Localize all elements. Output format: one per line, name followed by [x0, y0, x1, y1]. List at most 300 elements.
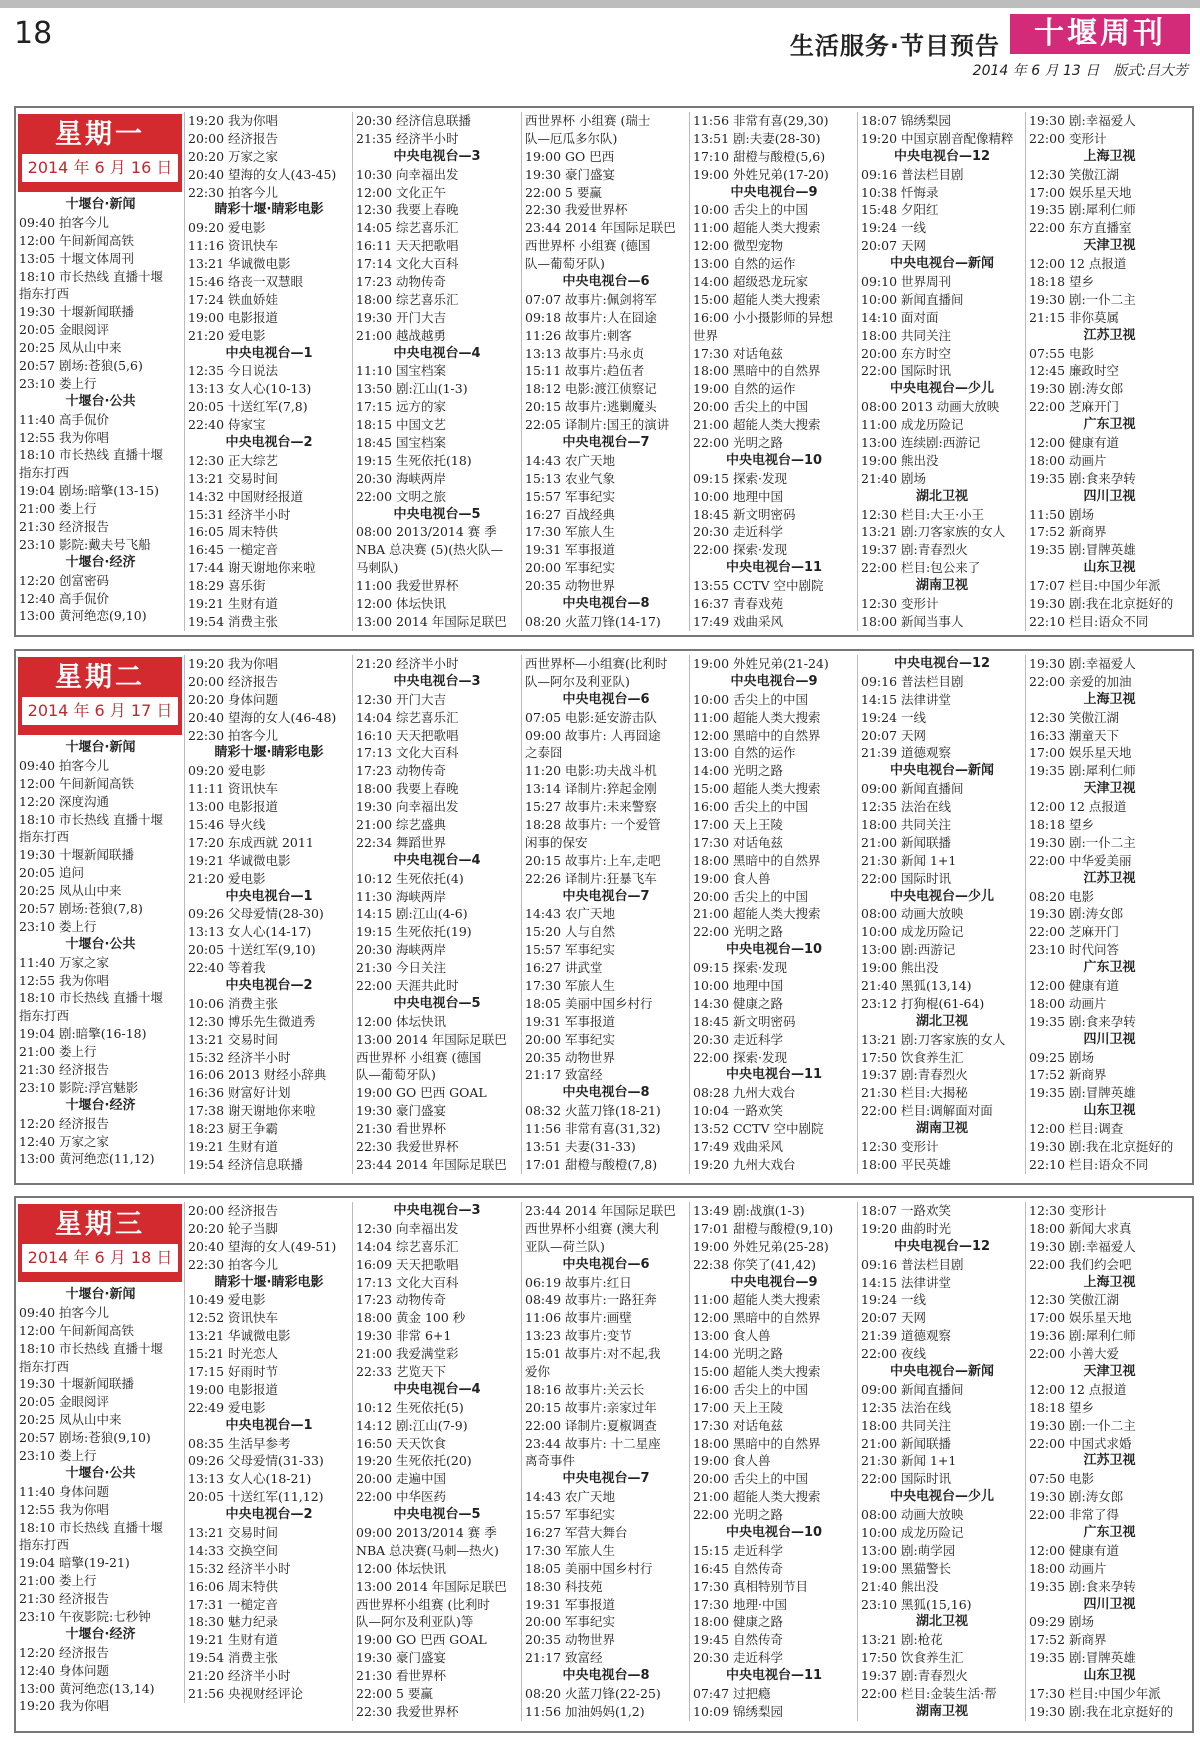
channel-heading: 中央电视台—新闻: [889, 763, 994, 779]
program-listing: 20:15 故事片:亲家过年: [525, 1399, 657, 1415]
program-listing: 12:55 我为你唱: [19, 1501, 109, 1517]
program-listing: 19:20 生死依托(20): [356, 1453, 472, 1469]
program-listing: 17:07 栏目:中国少年派: [1029, 578, 1161, 594]
program-listing: 22:00 5 要赢: [525, 184, 602, 200]
program-listing: 18:29 喜乐街: [188, 578, 266, 594]
channel-heading: 睛彩十堰·睛彩电影: [214, 1274, 324, 1290]
schedule-column: [1025, 1202, 1192, 1721]
day-block-wed: [14, 1196, 1194, 1733]
program-listing: 爱你: [525, 1364, 551, 1380]
schedule-column: [1025, 655, 1192, 1174]
channel-heading: 中央电视台—新闻: [889, 256, 994, 272]
program-listing: 14:43 农广天地: [525, 452, 615, 468]
channel-heading: 中央电视台—2: [225, 435, 313, 451]
program-listing: 13:50 剧:江山(1-3): [356, 381, 468, 397]
program-listing: 13:51 夫妻(31-33): [525, 1139, 636, 1155]
channel-heading: 中央电视台—9: [730, 1274, 818, 1290]
program-listing: 12:30 向幸福出发: [356, 1220, 459, 1236]
program-listing: 08:00 2013 动画大放映: [861, 399, 1000, 415]
program-listing: 17:50 饮食养生汇: [861, 1049, 964, 1065]
program-listing: 18:15 中国文艺: [356, 417, 446, 433]
program-listing: 21:17 致富经: [525, 1650, 603, 1666]
program-listing: 22:30 拍客今儿: [188, 1256, 278, 1272]
program-listing: 21:30 经济报告: [19, 1591, 109, 1607]
program-listing: 15:00 超能人类大搜索: [693, 781, 821, 797]
channel-heading: 睛彩十堰·睛彩电影: [214, 202, 324, 218]
program-listing: 09:40 拍客今儿: [19, 757, 109, 773]
program-listing: 15:46 导火线: [188, 817, 266, 833]
program-listing: 16:37 青春戏苑: [693, 596, 783, 612]
channel-heading: 中央电视台—4: [393, 1381, 481, 1397]
channel-heading: 四川卫视: [1083, 1031, 1136, 1047]
program-listing: 15:20 人与自然: [525, 924, 615, 940]
program-listing: 15:21 时光恋人: [188, 1346, 278, 1362]
program-listing: 13:00 黄河绝恋(13,14): [19, 1680, 155, 1696]
program-listing: 13:21 华诚微电影: [188, 256, 291, 272]
program-listing: 17:13 文化大百科: [356, 745, 459, 761]
program-listing: 22:00 栏目:金装生活·帮: [861, 1686, 997, 1702]
program-listing: 22:05 译制片:国王的演讲: [525, 417, 670, 433]
program-listing: 09:29 剧场: [1029, 1614, 1094, 1630]
program-listing: 18:00 共同关注: [861, 1417, 951, 1433]
channel-heading: 中央电视台—10: [725, 1525, 823, 1541]
schedule-columns: [16, 651, 1192, 1183]
day-banner: [18, 114, 182, 192]
channel-heading: 中央电视台—10: [725, 942, 823, 958]
program-listing: 15:01 故事片:对不起,我: [525, 1346, 661, 1362]
program-listing: 17:30 对话龟兹: [693, 834, 783, 850]
program-listing: 15:48 夕阳红: [861, 202, 939, 218]
program-listing: 23:10 午夜影院:七秒钟: [19, 1609, 151, 1625]
channel-heading: 十堰台·新闻: [65, 197, 136, 212]
program-listing: 09:10 世界周刊: [861, 274, 951, 290]
program-listing: 19:00 熊出没: [861, 960, 939, 976]
program-listing: 16:50 天天饮食: [356, 1435, 446, 1451]
program-listing: 17:52 新商界: [1029, 1632, 1107, 1648]
program-listing: 18:30 魅力纪录: [188, 1614, 278, 1630]
program-listing: 19:30 剧:一仆二主: [1029, 1417, 1136, 1433]
program-listing: 23:10 影院:浮宫魅影: [19, 1079, 139, 1095]
program-listing: 10:00 新闻直播间: [861, 291, 964, 307]
schedule-column: [857, 112, 1025, 631]
program-listing: 20:00 走遍中国: [356, 1471, 446, 1487]
program-listing: 12:00 健康有道: [1029, 1542, 1119, 1558]
program-listing: 17:30 对话龟兹: [693, 1417, 783, 1433]
schedule-column: [16, 655, 184, 1168]
program-listing: 20:25 凤从山中来: [19, 340, 122, 356]
program-listing: 21:30 经济报告: [19, 519, 109, 535]
program-listing: 22:38 你笑了(41,42): [693, 1256, 817, 1272]
program-listing: 12:35 法治在线: [861, 799, 951, 815]
program-listing: 15:57 军事纪实: [525, 1507, 615, 1523]
program-listing: 09:16 普法栏目剧: [861, 1256, 964, 1272]
program-listing: 16:45 自然传奇: [693, 1560, 783, 1576]
program-listing: 14:33 交换空间: [188, 1542, 278, 1558]
program-listing: 20:30 走近科学: [693, 1650, 783, 1666]
program-listing: 闲事的保安: [525, 834, 588, 850]
program-listing: 指东打西: [19, 286, 70, 302]
program-listing: 09:20 爱电影: [188, 220, 266, 236]
program-listing: 13:52 CCTV 空中剧院: [693, 1121, 824, 1137]
program-listing: 21:00 娄上行: [19, 1573, 97, 1589]
channel-heading: 十堰台·公共: [65, 393, 136, 409]
program-listing: 12:35 法治在线: [861, 1399, 951, 1415]
program-listing: 14:15 法律讲堂: [861, 1274, 951, 1290]
program-listing: 13:00 自然的运作: [693, 745, 796, 761]
program-listing: 20:07 天网: [861, 727, 926, 743]
program-listing: 20:00 经济报告: [188, 130, 278, 146]
program-listing: 15:32 经济半小时: [188, 1049, 291, 1065]
program-listing: 19:30 剧:涛女郎: [1029, 906, 1124, 922]
program-listing: 19:37 剧:青春烈火: [861, 1668, 968, 1684]
program-listing: 13:23 故事片:变节: [525, 1328, 632, 1344]
program-listing: 20:40 望海的女人(46-48): [188, 709, 337, 725]
program-listing: 19:35 剧:犀利仁师: [1029, 202, 1136, 218]
program-listing: 18:10 市长热线 直播十堰: [19, 268, 163, 284]
program-listing: 22:00 中国式求婚: [1029, 1435, 1132, 1451]
channel-heading: 中央电视台—新闻: [889, 1364, 994, 1380]
program-listing: 13:21 剧:刀客家族的女人: [861, 524, 1006, 540]
program-listing: 20:35 动物世界: [525, 578, 615, 594]
program-listing: 07:55 电影: [1029, 345, 1094, 361]
program-listing: 18:45 新文明密码: [693, 1013, 796, 1029]
program-listing: 15:00 超能人类大搜索: [693, 291, 821, 307]
channel-heading: 十堰台·经济: [65, 554, 136, 570]
program-listing: 12:30 我要上春晚: [356, 202, 459, 218]
program-listing: 19:30 剧:一仆二主: [1029, 291, 1136, 307]
program-listing: 西世界杯 小组赛 (德国: [356, 1049, 482, 1065]
program-listing: 19:20 曲韵时光: [861, 1220, 951, 1236]
channel-heading: 中央电视台—11: [725, 560, 823, 576]
program-listing: 15:13 农业气象: [525, 470, 615, 486]
program-listing: 12:45 廉政时空: [1029, 363, 1119, 379]
program-listing: 15:31 经济半小时: [188, 506, 291, 522]
program-listing: 11:10 国宝档案: [356, 363, 446, 379]
weekday-label: 星期二: [55, 662, 145, 693]
program-listing: 队—阿尔及利亚队)等: [356, 1614, 474, 1630]
program-listing: 13:00 2014 年国际足联巴: [356, 1578, 507, 1594]
program-listing: 17:30 栏目:中国少年派: [1029, 1686, 1161, 1702]
program-listing: 19:30 剧:我在北京挺好的: [1029, 1703, 1174, 1719]
program-listing: 17:00 天上王陵: [693, 817, 783, 833]
program-listing: 20:30 海峡两岸: [356, 942, 446, 958]
program-listing: 15:15 走近科学: [693, 1542, 783, 1558]
program-listing: 19:30 剧:涛女郎: [1029, 1489, 1124, 1505]
program-listing: 19:35 剧:冒牌英雄: [1029, 1085, 1136, 1101]
channel-heading: 江苏卫视: [1083, 870, 1136, 886]
program-listing: 22:00 栏目:调解面对面: [861, 1103, 993, 1119]
program-listing: 14:32 中国财经报道: [188, 488, 303, 504]
program-listing: 11:56 加油妈妈(1,2): [525, 1703, 645, 1719]
program-listing: 14:04 综艺喜乐汇: [356, 1238, 459, 1254]
day-date: 2014 年 6 月 17 日: [22, 697, 178, 725]
channel-heading: 山东卫视: [1083, 1668, 1136, 1684]
program-listing: 20:20 万家之家: [188, 148, 278, 164]
program-listing: 11:40 身体问题: [19, 1483, 109, 1499]
channel-heading: 上海卫视: [1083, 691, 1136, 707]
program-listing: 20:40 望海的女人(43-45): [188, 166, 337, 182]
program-listing: 12:00 栏目:调查: [1029, 1121, 1124, 1137]
program-listing: 20:05 十送红军(7,8): [188, 399, 308, 415]
program-listing: 世界: [693, 327, 719, 343]
program-listing: 12:00 黑暗中的自然界: [693, 1310, 821, 1326]
editor-credit: 版式:吕大芳: [1113, 63, 1188, 79]
schedule-column: [521, 1202, 689, 1721]
program-listing: 18:18 望乡: [1029, 1399, 1094, 1415]
program-listing: 10:00 地理中国: [693, 488, 783, 504]
channel-heading: 中央电视台—3: [393, 1203, 481, 1218]
section-title: 生活服务·节目预告: [789, 32, 1000, 60]
program-listing: 20:25 凤从山中来: [19, 883, 122, 899]
program-listing: 11:20 电影:功夫战斗机: [525, 763, 657, 779]
program-listing: 17:24 铁血娇娃: [188, 291, 278, 307]
program-listing: 19:00 自然的运作: [693, 381, 796, 397]
program-listing: 09:40 拍客今儿: [19, 214, 109, 230]
program-listing: 17:49 戏曲采风: [693, 613, 783, 629]
program-listing: 18:10 市长热线 直播十堰: [19, 1340, 163, 1356]
program-listing: 18:00 黄金 100 秒: [356, 1310, 466, 1326]
program-listing: 之泰囧: [525, 745, 563, 761]
program-listing: 20:00 军事纪实: [525, 1614, 615, 1630]
program-listing: 23:10 娄上行: [19, 375, 97, 391]
program-listing: 12:30 开门大吉: [356, 691, 446, 707]
program-listing: 12:30 变形计: [1029, 1203, 1107, 1218]
program-listing: NBA 总决赛 (5)(热火队—: [356, 542, 504, 558]
program-listing: 22:00 东方直播室: [1029, 220, 1132, 236]
channel-heading: 湖南卫视: [915, 1121, 968, 1137]
program-listing: 10:09 锦绣梨园: [693, 1703, 783, 1719]
program-listing: 21:40 剧场: [861, 470, 926, 486]
program-listing: 08:20 火蓝刀锋(14-17): [525, 613, 661, 629]
channel-heading: 中央电视台—7: [562, 1471, 650, 1487]
program-listing: 20:15 故事片:上车,走吧: [525, 852, 661, 868]
program-listing: 12:20 经济报告: [19, 1644, 109, 1660]
program-listing: 22:10 栏目:语众不同: [1029, 613, 1149, 629]
program-listing: 12:55 我为你唱: [19, 972, 109, 988]
channel-heading: 中央电视台—5: [393, 1507, 481, 1523]
program-listing: 18:00 共同关注: [861, 327, 951, 343]
program-listing: 22:00 变形计: [1029, 130, 1107, 146]
program-listing: 12:00 12 点报道: [1029, 1381, 1127, 1397]
program-listing: 指东打西: [19, 829, 70, 845]
program-listing: 18:00 综艺喜乐汇: [356, 291, 459, 307]
program-listing: 20:05 金眼阅评: [19, 1394, 109, 1410]
program-listing: 19:31 军事报道: [525, 1013, 615, 1029]
program-listing: 19:20 我为你唱: [188, 113, 278, 128]
program-listing: 13:13 女人心(14-17): [188, 924, 312, 940]
program-listing: 18:05 美丽中国乡村行: [525, 995, 653, 1011]
program-listing: 13:21 交易时间: [188, 470, 278, 486]
program-listing: 22:00 夜线: [861, 1346, 926, 1362]
program-listing: 19:30 豪门盛宴: [356, 1103, 446, 1119]
program-listing: 17:23 动物传奇: [356, 763, 446, 779]
program-listing: 16:05 周末特供: [188, 524, 278, 540]
program-listing: 11:50 剧场: [1029, 506, 1094, 522]
issue-date: 2014 年 6 月 13 日: [972, 63, 1100, 79]
channel-heading: 中央电视台—12: [893, 656, 991, 671]
channel-heading: 中央电视台—3: [393, 148, 481, 164]
program-listing: 17:00 娱乐星天地: [1029, 1310, 1132, 1326]
program-listing: 14:00 光明之路: [693, 763, 783, 779]
channel-heading: 中央电视台—6: [562, 1256, 650, 1272]
program-listing: 18:28 故事片: 一个爱管: [525, 817, 661, 833]
program-listing: 22:00 我们约会吧: [1029, 1256, 1132, 1272]
program-listing: 19:35 剧:食来孕转: [1029, 1578, 1136, 1594]
program-listing: 12:30 笑傲江湖: [1029, 1292, 1119, 1308]
program-listing: 08:32 火蓝刀锋(18-21): [525, 1103, 661, 1119]
program-listing: 20:20 轮子当脚: [188, 1220, 278, 1236]
channel-heading: 睛彩十堰·睛彩电影: [214, 745, 324, 761]
program-listing: 19:24 一线: [861, 1292, 926, 1308]
program-listing: 19:30 剧:幸福爱人: [1029, 113, 1136, 128]
program-listing: 21:40 熊出没: [861, 1578, 939, 1594]
program-listing: 15:57 军事纪实: [525, 488, 615, 504]
program-listing: 20:05 十送红军(11,12): [188, 1489, 324, 1505]
program-listing: 21:56 央视财经评论: [188, 1686, 303, 1702]
program-listing: 19:00 熊出没: [861, 452, 939, 468]
program-listing: 13:13 故事片:马永贞: [525, 345, 645, 361]
program-listing: 21:00 新闻联播: [861, 1435, 951, 1451]
program-listing: 12:40 身体问题: [19, 1662, 109, 1678]
program-listing: 12:00 午间新闻高铁: [19, 775, 134, 791]
program-listing: 16:06 2013 财经小辞典: [188, 1067, 327, 1083]
program-listing: 17:20 东成西就 2011: [188, 834, 314, 850]
program-listing: 12:20 经济报告: [19, 1115, 109, 1131]
program-listing: 19:30 剧:幸福爱人: [1029, 656, 1136, 671]
program-listing: 马刺队): [356, 560, 399, 576]
program-listing: 22:26 译制片:狂暴飞车: [525, 870, 657, 886]
program-listing: 17:44 谢天谢地你来啦: [188, 560, 316, 576]
program-listing: 19:00 外姓兄弟(25-28): [693, 1238, 829, 1254]
program-listing: 17:00 娱乐星天地: [1029, 184, 1132, 200]
channel-heading: 中央电视台—12: [893, 1238, 991, 1254]
program-listing: 21:40 黑狐(13,14): [861, 978, 972, 994]
program-listing: 22:00 光明之路: [693, 435, 783, 451]
channel-heading: 十堰台·公共: [65, 936, 136, 952]
program-listing: 15:57 军事纪实: [525, 942, 615, 958]
program-listing: 13:13 女人心(18-21): [188, 1471, 312, 1487]
program-listing: 11:40 万家之家: [19, 954, 109, 970]
schedule-column: [184, 1202, 352, 1703]
program-listing: 09:26 父母爱情(31-33): [188, 1453, 324, 1469]
program-listing: 17:23 动物传奇: [356, 274, 446, 290]
program-listing: 16:27 军营大舞台: [525, 1525, 628, 1541]
program-listing: 19:30 剧:一仆二主: [1029, 834, 1136, 850]
program-listing: 12:20 深度沟通: [19, 793, 109, 809]
program-listing: 18:23 厨王争霸: [188, 1121, 278, 1137]
program-listing: 16:27 讲武堂: [525, 960, 603, 976]
program-listing: 19:20 我为你唱: [188, 656, 278, 671]
program-listing: 19:15 生死依托(18): [356, 452, 472, 468]
program-listing: 22:00 光明之路: [693, 924, 783, 940]
channel-heading: 中央电视台—4: [393, 852, 481, 868]
weekday-label: 星期三: [55, 1209, 145, 1240]
program-listing: 22:34 舞蹈世界: [356, 834, 446, 850]
program-listing: 亚队—荷兰队): [525, 1238, 605, 1254]
program-listing: 23:12 打狗棍(61-64): [861, 995, 985, 1011]
program-listing: 18:00 动画片: [1029, 452, 1107, 468]
program-listing: 17:52 新商界: [1029, 524, 1107, 540]
program-listing: 23:44 2014 年国际足联巴: [356, 1156, 507, 1172]
program-listing: 20:00 军事纪实: [525, 1031, 615, 1047]
program-listing: 18:00 新闻当事人: [861, 613, 964, 629]
schedule-column: [689, 655, 857, 1174]
program-listing: 09:15 探索·发现: [693, 470, 787, 486]
program-listing: 10:04 一路欢笑: [693, 1103, 783, 1119]
program-listing: 西世界杯—小组赛(比利时: [525, 656, 668, 671]
program-listing: 23:10 娄上行: [19, 918, 97, 934]
program-listing: 14:04 综艺喜乐汇: [356, 709, 459, 725]
program-listing: 14:00 超级恐龙玩家: [693, 274, 808, 290]
day-date: 2014 年 6 月 16 日: [22, 154, 178, 182]
channel-heading: 中央电视台—8: [562, 596, 650, 612]
program-listing: 19:35 剧:冒牌英雄: [1029, 1650, 1136, 1666]
program-listing: 19:54 消费主张: [188, 1650, 278, 1666]
program-listing: 18:00 健康之路: [693, 1614, 783, 1630]
program-listing: 06:19 故事片:红日: [525, 1274, 632, 1290]
program-listing: 13:00 剧:西游记: [861, 942, 956, 958]
dateline: [973, 60, 1188, 80]
day-banner: [18, 657, 182, 735]
top-rule: [0, 0, 1200, 8]
program-listing: 22:40 侍家宝: [188, 417, 266, 433]
program-listing: 19:04 剧:暗擎(16-18): [19, 1026, 147, 1042]
program-listing: 12:00 体坛快讯: [356, 596, 446, 612]
program-listing: 22:30 拍客今儿: [188, 184, 278, 200]
channel-heading: 湖北卫视: [915, 488, 968, 504]
program-listing: 19:00 GO 巴西 GOAL: [356, 1085, 487, 1101]
channel-heading: 湖南卫视: [915, 1703, 968, 1719]
program-listing: 12:30 变形计: [861, 596, 939, 612]
schedule-column: [352, 112, 520, 631]
program-listing: 19:37 剧:青春烈火: [861, 542, 968, 558]
program-listing: 08:28 九州大戏台: [693, 1085, 796, 1101]
program-listing: 23:44 2014 年国际足联巴: [525, 1203, 676, 1218]
program-listing: 14:15 剧:江山(4-6): [356, 906, 468, 922]
program-listing: 07:50 电影: [1029, 1471, 1094, 1487]
program-listing: 19:45 自然传奇: [693, 1632, 783, 1648]
program-listing: 22:00 文明之旅: [356, 488, 446, 504]
channel-heading: 中央电视台—8: [562, 1085, 650, 1101]
channel-heading: 中央电视台—少儿: [889, 381, 994, 397]
program-listing: 09:26 父母爱情(28-30): [188, 906, 324, 922]
program-listing: 09:00 2013/2014 赛 季: [356, 1525, 497, 1541]
program-listing: 20:57 剧场:苍狼(5,6): [19, 358, 143, 374]
program-listing: 07:07 故事片:佩剑将军: [525, 291, 657, 307]
program-listing: 11:00 超能人类大搜索: [693, 220, 821, 236]
program-listing: 12:40 万家之家: [19, 1133, 109, 1149]
program-listing: 西世界杯 小组赛 (瑞士: [525, 113, 651, 128]
program-listing: 12:20 创富密码: [19, 572, 109, 588]
program-listing: 17:30 对话龟兹: [693, 345, 783, 361]
program-listing: 19:35 剧:食来孕转: [1029, 1013, 1136, 1029]
program-listing: 队—葡萄牙队): [356, 1067, 436, 1083]
program-listing: 12:30 博乐先生微逍秀: [188, 1013, 316, 1029]
channel-heading: 山东卫视: [1083, 1103, 1136, 1119]
program-listing: 08:00 动画大放映: [861, 1507, 964, 1523]
program-listing: 18:10 市长热线 直播十堰: [19, 990, 163, 1006]
program-listing: 19:35 剧:犀利仁师: [1029, 763, 1136, 779]
program-listing: 11:40 高手侃价: [19, 411, 109, 427]
program-listing: 21:39 道德观察: [861, 1328, 951, 1344]
program-listing: 16:36 财富好计划: [188, 1085, 291, 1101]
program-listing: 22:00 芝麻开门: [1029, 399, 1119, 415]
program-listing: 13:00 电影报道: [188, 799, 278, 815]
program-listing: 10:00 地理中国: [693, 978, 783, 994]
masthead: 十堰周刊: [1010, 14, 1190, 54]
program-listing: 10:30 向幸福出发: [356, 166, 459, 182]
program-listing: 23:10 时代问答: [1029, 942, 1119, 958]
